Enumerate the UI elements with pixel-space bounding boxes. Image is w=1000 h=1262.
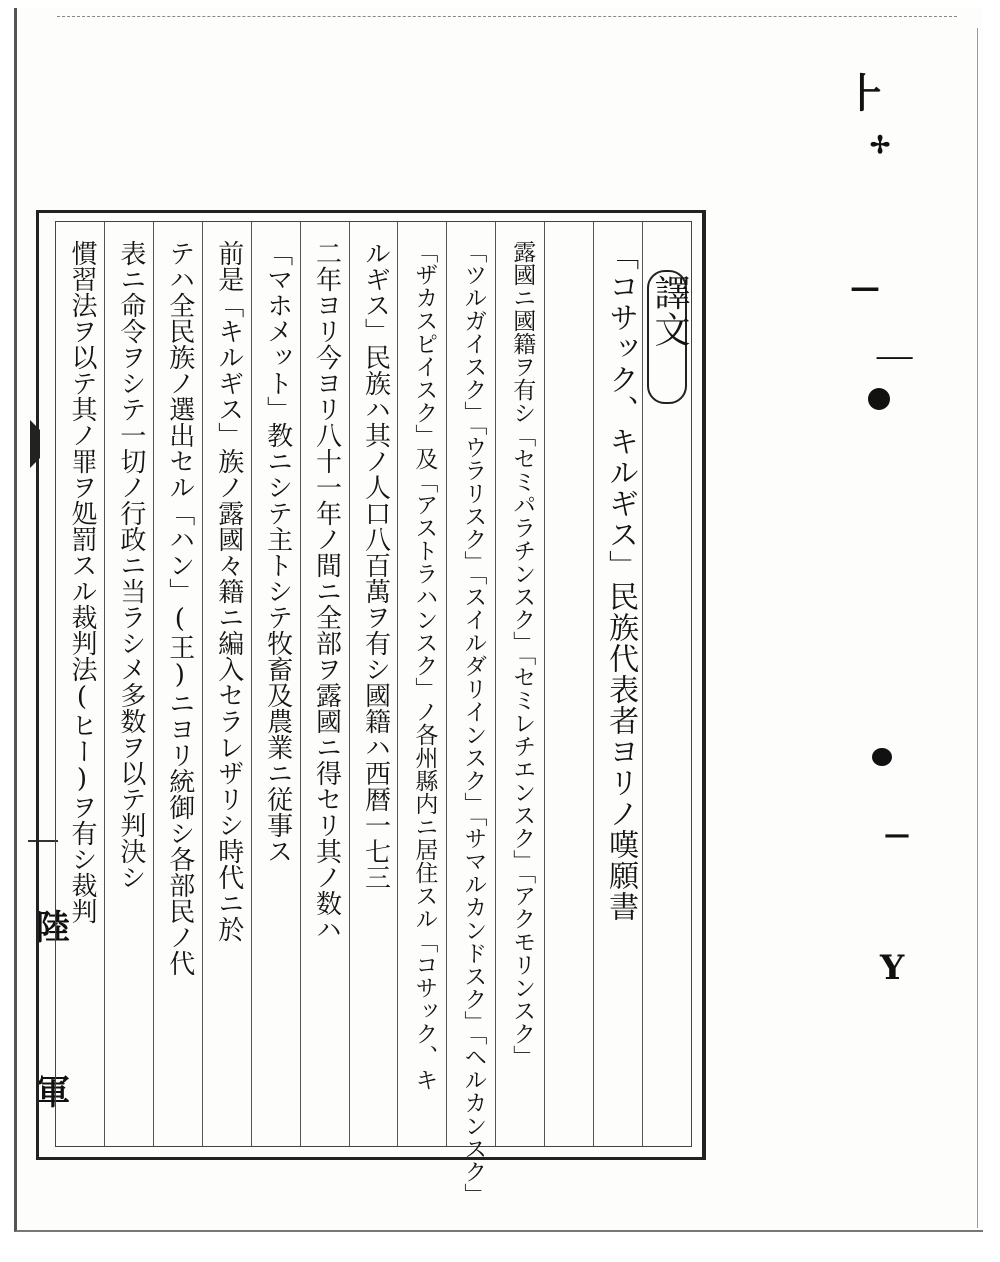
column-title [642,222,691,1146]
text-line-8: テハ全民族ノ選出セル「ハン」(王)ニヨリ統御シ各部民ノ代 [164,240,195,976]
column-text-1 [495,222,544,1146]
heading-text: 「コサック、キルギス」民族代表者ヨリノ嘆願書 [603,240,639,922]
text-line-9: 表ニ命令ヲシテ一切ノ行政ニ当ラシメ多数ヲ以テ判決シ [115,240,146,890]
margin-mark-4: ⸺ [876,344,914,370]
column-text-8 [153,222,202,1146]
ruled-columns [55,221,692,1206]
margin-mark-5: — [884,820,910,850]
text-line-7: 前是「キルギス」族ノ露國々籍ニ編入セラレザリシ時代ニ於 [213,240,244,942]
side-char-gun: 軍 [36,1073,70,1113]
margin-mark-2: ✢ [870,130,891,159]
margin-mark-3: — [850,270,880,305]
text-line-5: 二年ヨリ今ヨリ八十一年ノ間ニ全部ヲ露國ニ得セリ其ノ数ハ [311,240,342,942]
column-text-7 [202,222,251,1146]
margin-mark-6: Y [880,948,905,988]
text-line-6: 「マホメット」教ニシテ主トシテ牧畜及農業ニ従事ス [262,240,293,864]
column-text-5 [300,222,349,1146]
column-heading [593,222,642,1146]
column-empty-1 [544,222,593,1146]
top-edge-line [57,16,957,17]
text-line-10: 慣習法ヲ以テ其ノ罪ヲ処罰スル裁判法(ヒー)ヲ有シ裁判 [66,240,97,924]
column-text-2 [446,222,495,1206]
manuscript-frame [36,210,706,1206]
column-text-9 [104,222,153,1146]
column-text-10 [56,222,104,1146]
right-edge-line [977,28,978,1228]
margin-mark-1: ⺊ [846,70,886,117]
column-text-4 [349,222,398,1146]
text-line-4: ルギス」民族ハ其ノ人口八百萬ヲ有シ國籍ハ西暦一七三 [360,240,391,890]
text-line-2: 「ツルガイスク」「ウラリスク」「スイルダリインスク」「サマルカンドスク」「ヘルカンスク」 [460,240,487,1206]
ink-blot-2 [872,748,892,766]
ink-blot-1 [868,388,890,410]
text-line-3: 「ザカスピイスク」及「アストラハンスク」ノ各州縣内ニ居住スル「コサック、キ [411,240,438,1091]
title-label: 譯文 [649,274,690,348]
column-text-3 [397,222,446,1146]
text-line-1: 露國ニ國籍ヲ有シ「セミパラチンスク」「セミレチエンスク」「アクモリンスク」 [509,240,536,1068]
column-text-6 [251,222,300,1146]
side-char-riku: 陸 [36,908,70,948]
